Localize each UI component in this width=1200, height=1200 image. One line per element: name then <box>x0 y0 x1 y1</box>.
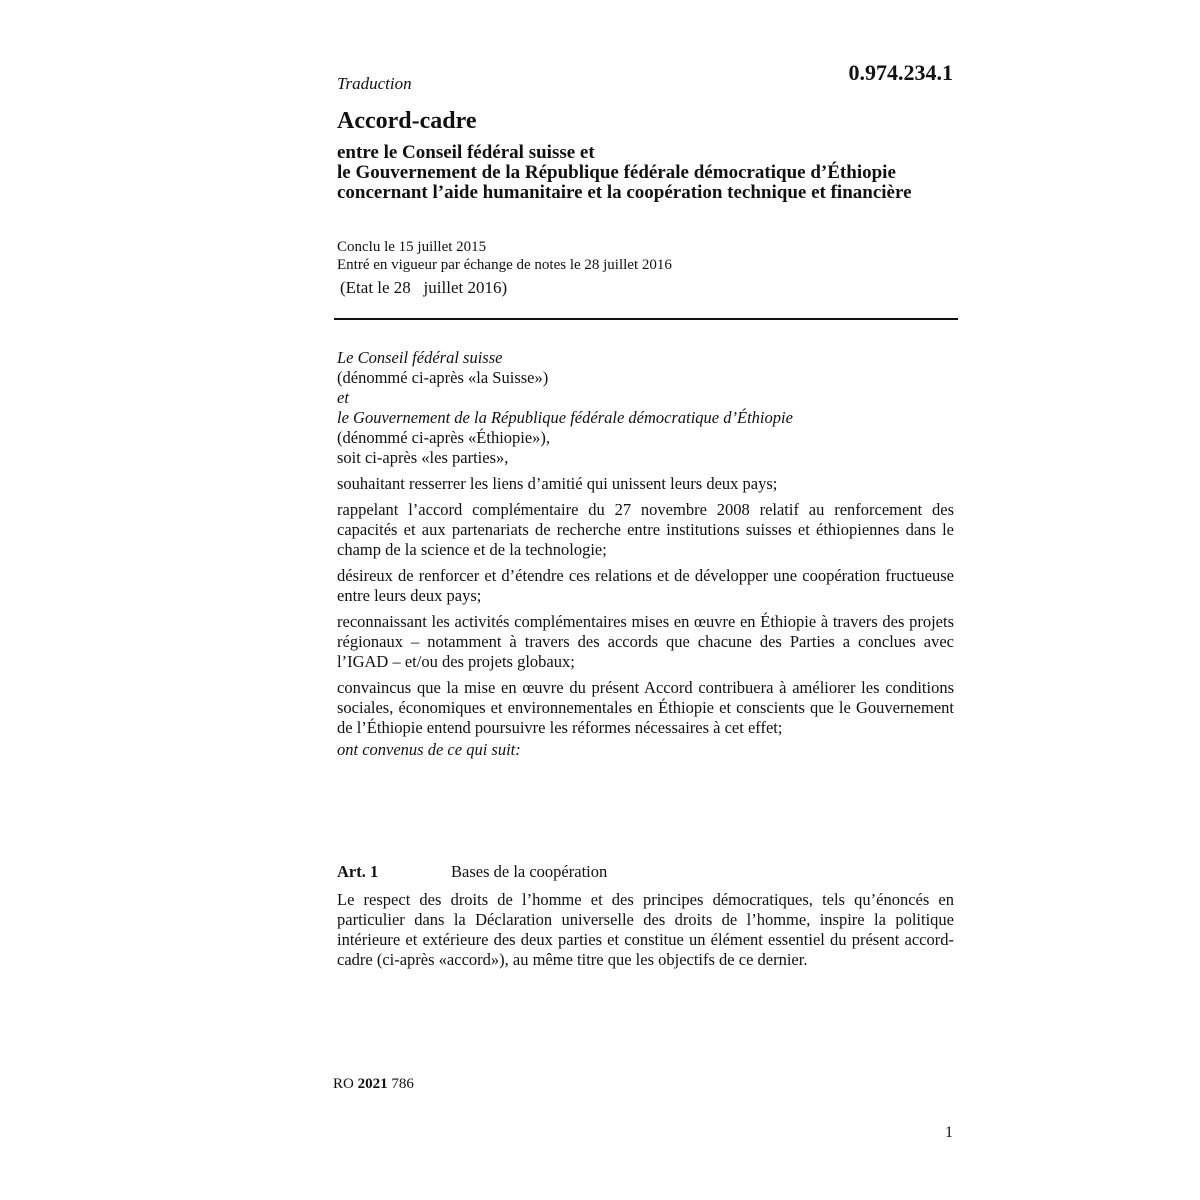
conjunction: et <box>337 388 349 407</box>
ro-prefix: RO <box>333 1076 354 1092</box>
preamble <box>337 348 954 766</box>
article-title: Bases de la coopération <box>451 862 608 881</box>
page-number: 1 <box>945 1124 953 1141</box>
horizontal-rule <box>334 318 958 320</box>
concluded-date: Conclu le 15 juillet 2015 <box>337 239 487 255</box>
party-2-alias: (dénommé ci-après «Éthiopie»), <box>337 428 551 447</box>
in-force-date: Entré en vigueur par échange de notes le 28 juillet 2016 <box>337 257 672 273</box>
document-subtitle <box>337 143 912 203</box>
preamble-paragraph: rappelant l’accord complémentaire du 27 novembre 2008 relatif au renforcement des capacités et aux partenariats de recherche entre institutions suisses et éthiopiennes dans le champ de la science et de la technologie; <box>337 500 954 559</box>
status-date: (Etat le 28 juillet 2016) <box>340 278 508 297</box>
ro-year: 2021 <box>357 1076 388 1092</box>
article-text: Le respect des droits de l’homme et des principes démocratiques, tels qu’énoncés en particulier dans la Déclaration universelle des droits de l’homme, inspire la politique intérieure et extérieure des deux parties et constitue un élément essentiel du présent accord-cadre (ci-après «accord»), au même titre que les objectifs de ce dernier. <box>337 890 954 969</box>
document-number: 0.974.234.1 <box>848 60 953 85</box>
preamble-paragraph: souhaitant resserrer les liens d’amitié qui unissent leurs deux pays; <box>337 474 778 493</box>
preamble-paragraph: reconnaissant les activités complémentaires mises en œuvre en Éthiopie à travers des projets régionaux – notamment à travers des accords que chacune des Parties a conclues avec l’IGAD – et/ou des projets globaux; <box>337 612 954 671</box>
preamble-paragraph: désireux de renforcer et d’étendre ces relations et de développer une coopération fructueuse entre leurs deux pays; <box>337 566 954 605</box>
date-block <box>337 238 672 274</box>
party-1: Le Conseil fédéral suisse <box>337 348 503 367</box>
party-2: le Gouvernement de la République fédérale démocratique d’Éthiopie <box>337 408 793 427</box>
document-title: Accord-cadre <box>337 108 477 134</box>
article-number: Art. 1 <box>337 862 379 881</box>
article-heading <box>337 862 954 882</box>
subtitle-line: concernant l’aide humanitaire et la coopération technique et financière <box>337 182 912 203</box>
preamble-paragraph: convaincus que la mise en œuvre du présent Accord contribuera à améliorer les conditions sociales, économiques et environnementales en Éthiopie et conscients que le Gouvernement de l’Éthiopie entend poursuivre les réformes nécessaires à cet effet; <box>337 678 954 737</box>
party-1-alias: (dénommé ci-après «la Suisse») <box>337 368 549 387</box>
subtitle-line: le Gouvernement de la République fédérale démocratique d’Éthiopie <box>337 162 896 183</box>
ro-reference <box>333 1076 414 1093</box>
article-1 <box>337 862 954 970</box>
subtitle-line: entre le Conseil fédéral suisse et <box>337 142 595 163</box>
ro-page: 786 <box>391 1076 414 1092</box>
preamble-closing: ont convenus de ce qui suit: <box>337 740 521 759</box>
preamble-parties <box>337 348 954 468</box>
translation-label: Traduction <box>337 74 412 93</box>
parties-alias: soit ci-après «les parties», <box>337 448 509 467</box>
